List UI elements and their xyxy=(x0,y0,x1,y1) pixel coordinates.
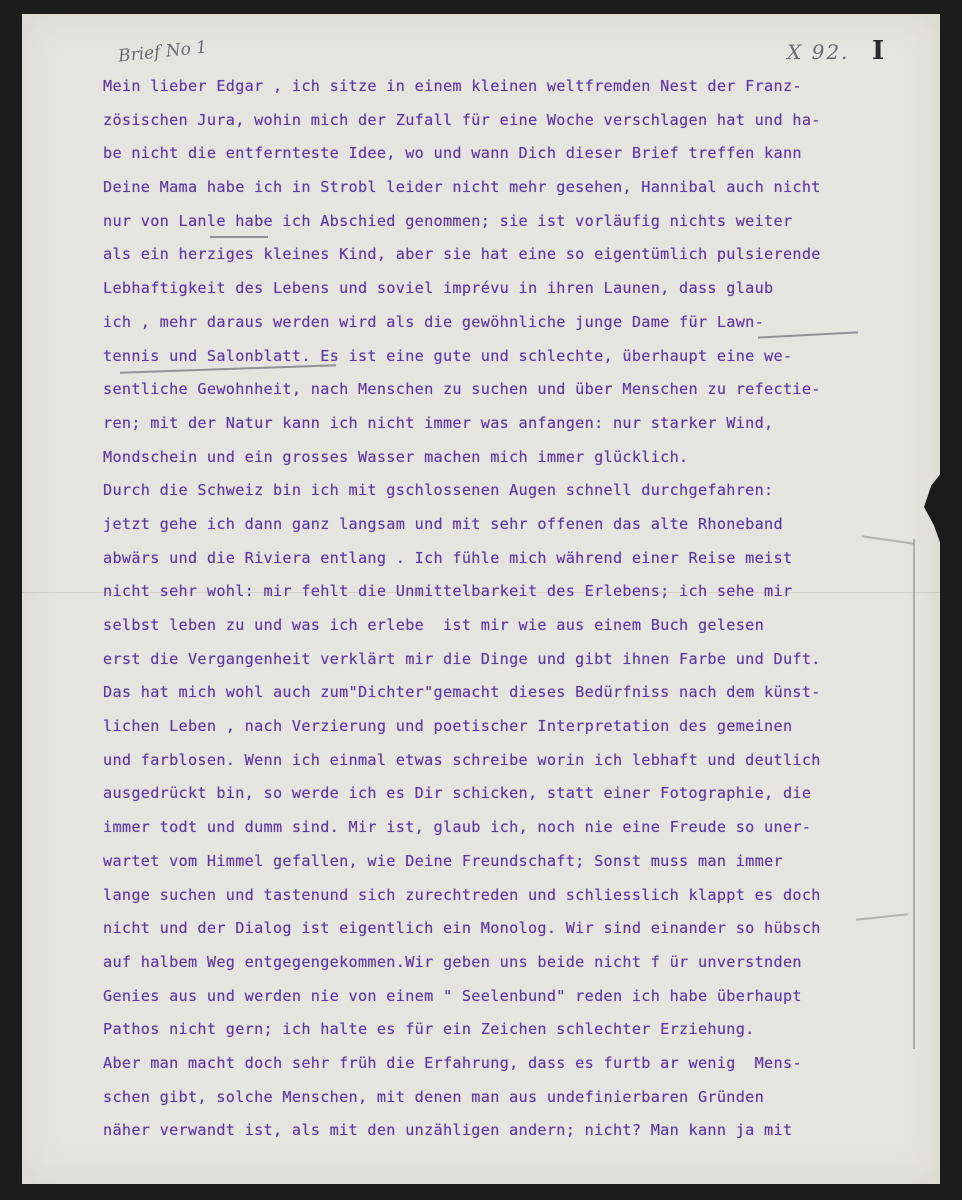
text-line: jetzt gehe ich dann ganz langsam und mit sehr offenen das alte Rhoneband xyxy=(103,514,783,533)
letter-page xyxy=(22,14,940,1184)
text-line: Pathos nicht gern; ich halte es für ein Zeichen schlechter Erziehung. xyxy=(103,1020,755,1039)
text-line: Mondschein und ein grosses Wasser machen mich immer glücklich. xyxy=(103,447,689,466)
text-line: ren; mit der Natur kann ich nicht immer was anfangen: nur starker Wind, xyxy=(103,413,774,432)
text-line: zösischen Jura, wohin mich der Zufall für eine Woche verschlagen hat und ha- xyxy=(103,110,821,129)
text-line: Das hat mich wohl auch zum"Dichter"gemacht dieses Bedürfniss nach dem künst- xyxy=(103,683,821,702)
page-numeral: I xyxy=(872,36,885,66)
text-line: wartet vom Himmel gefallen, wie Deine Freundschaft; Sonst muss man immer xyxy=(103,851,783,870)
text-line: Genies aus und werden nie von einem " Seelenbund" reden ich habe überhaupt xyxy=(103,986,802,1005)
text-line: Mein lieber Edgar , ich sitze in einem kleinen weltfremden Nest der Franz- xyxy=(103,77,802,95)
text-line: auf halbem Weg entgegengekommen.Wir geben uns beide nicht f ür unverstnden xyxy=(103,952,802,971)
text-line: näher verwandt ist, als mit den unzähligen andern; nicht? Man kann ja mit xyxy=(103,1121,793,1140)
text-line: sentliche Gewohnheit, nach Menschen zu suchen und über Menschen zu refectie- xyxy=(103,380,821,399)
text-line: be nicht die entfernteste Idee, wo und wann Dich dieser Brief treffen kann xyxy=(103,144,802,163)
text-line: nicht sehr wohl: mir fehlt die Unmittelbarkeit des Erlebens; ich sehe mir xyxy=(103,582,793,601)
text-line: selbst leben zu und was ich erlebe ist mir wie aus einem Buch gelesen xyxy=(103,616,765,634)
text-line: abwärs und die Riviera entlang . Ich fühle mich während einer Reise meist xyxy=(103,548,793,567)
torn-edge xyxy=(924,472,940,548)
text-line: Deine Mama habe ich in Strobl leider nicht mehr gesehen, Hannibal auch nicht xyxy=(103,178,821,197)
text-line: Aber man macht doch sehr früh die Erfahrung, dass es furtb ar wenig Mens- xyxy=(103,1053,802,1072)
text-line: tennis und Salonblatt. Es ist eine gute und schlechte, überhaupt eine we- xyxy=(103,346,793,365)
text-line: ich , mehr daraus werden wird als die gewöhnliche junge Dame für Lawn- xyxy=(103,312,765,331)
text-line: Lebhaftigkeit des Lebens und soviel imprévu in ihren Launen, dass glaub xyxy=(103,279,774,298)
typed-letter-text xyxy=(103,70,923,1148)
text-line: nur von Lanle habe ich Abschied genommen; sie ist vorläufig nichts weiter xyxy=(103,211,793,230)
text-line: immer todt und dumm sind. Mir ist, glaub ich, noch nie eine Freude so uner- xyxy=(103,818,812,837)
text-line: schen gibt, solche Menschen, mit denen man aus undefinierbaren Gründen xyxy=(103,1087,765,1106)
text-line: nicht und der Dialog ist eigentlich ein Monolog. Wir sind einander so hübsch xyxy=(103,919,821,938)
text-line: lichen Leben , nach Verzierung und poetischer Interpretation des gemeinen xyxy=(103,717,793,736)
handwritten-note-top-left: Brief No 1 xyxy=(117,37,208,67)
text-line: und farblosen. Wenn ich einmal etwas schreibe worin ich lebhaft und deutlich xyxy=(103,750,821,769)
text-line: ausgedrückt bin, so werde ich es Dir schicken, statt einer Fotographie, die xyxy=(103,784,812,803)
text-line: erst die Vergangenheit verklärt mir die Dinge und gibt ihnen Farbe und Duft. xyxy=(103,649,821,668)
text-line: als ein herziges kleines Kind, aber sie hat eine so eigentümlich pulsierende xyxy=(103,245,821,264)
text-line: lange suchen und tastenund sich zurechtreden und schliesslich klappt es doch xyxy=(103,885,821,904)
handwritten-archive-number: X 92. xyxy=(787,40,850,64)
text-line: Durch die Schweiz bin ich mit gschlossenen Augen schnell durchgefahren: xyxy=(103,481,774,500)
